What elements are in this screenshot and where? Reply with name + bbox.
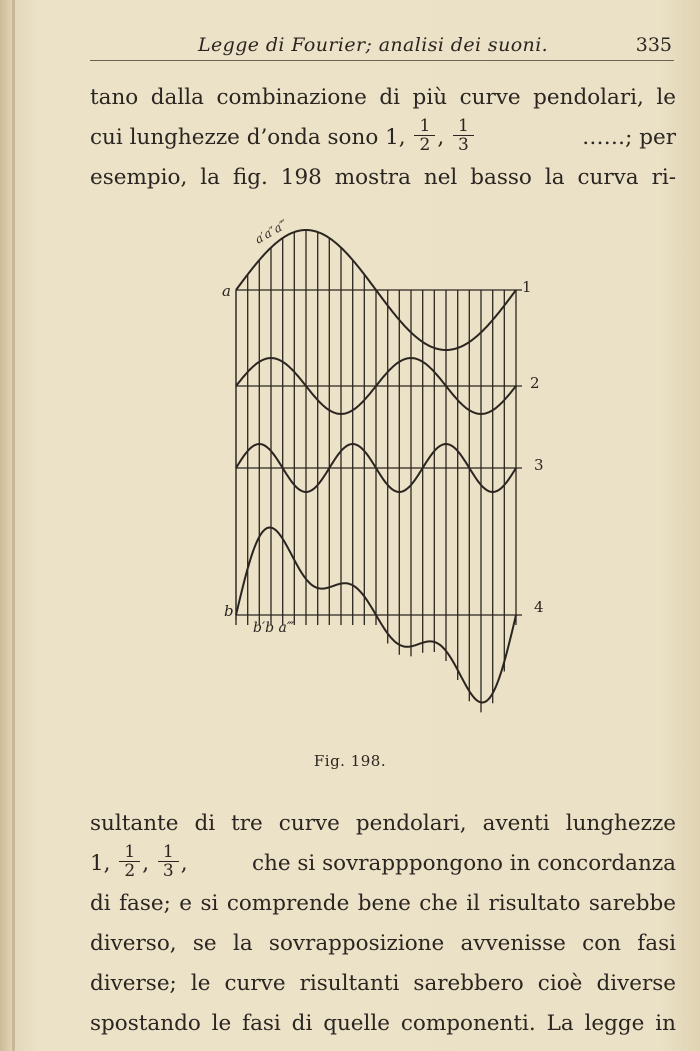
horizontal-axes [236, 290, 522, 620]
point-label-b: b [224, 602, 234, 620]
text-fragment: ……; per [582, 125, 676, 150]
fraction-denominator: 3 [162, 860, 174, 881]
point-label-top: a′a″a‴ [252, 217, 290, 247]
point-label-bottom: b′b a‴ [253, 620, 295, 636]
curve-label-3: 3 [534, 456, 544, 474]
text-line: spostando le fasi di quelle componenti. La legge in [90, 1011, 676, 1036]
vertical-guide-lines [236, 230, 516, 712]
text-fragment: 1, [90, 851, 111, 876]
text-fragment: che si sovrapppongono in concordanza [251, 851, 676, 876]
fraction-numerator: 1 [119, 843, 140, 862]
figure-caption: Fig. 198. [313, 752, 387, 770]
text-line: di fase; e si comprende bene che il risultato sarebbe [90, 891, 676, 916]
text-line-with-fractions: 1, $\frac{1}{2}$ , $\frac{1}{3}$ , che si sovrapppongono in concordanza [90, 844, 676, 884]
running-title: Legge di Fourier; analisi dei suoni. [198, 34, 549, 56]
text-line: sultante di tre curve pendolari, aventi lunghezze [90, 811, 676, 836]
text-line-with-fractions: cui lunghezze d’onda sono 1, $\frac{1}{2}$ , $\frac{1}{3}$ ……; per [90, 118, 676, 158]
fraction-numerator: 1 [414, 117, 435, 136]
fraction-denominator: 2 [124, 860, 136, 881]
top-paragraph [90, 78, 676, 198]
running-header [90, 30, 674, 61]
fraction-denominator: 3 [457, 134, 469, 155]
fraction-one-half [119, 843, 140, 880]
fraction-one-third [158, 843, 179, 880]
figure-198-curves [200, 210, 560, 740]
page-number: 335 [635, 34, 672, 56]
fraction-one-third [453, 117, 474, 154]
point-label-a: a [222, 282, 231, 300]
text-line: diverse; le curve risultanti sarebbero cioè diverse [90, 971, 676, 996]
fraction-numerator: 1 [453, 117, 474, 136]
figure-labels [222, 217, 544, 636]
curve-label-4: 4 [534, 598, 544, 616]
text-fragment: cui lunghezze d’onda sono 1, [90, 125, 406, 150]
curve-label-2: 2 [530, 374, 540, 392]
fraction-one-half [414, 117, 435, 154]
text-line: diverso, se la sovrapposizione avvenisse con fasi [90, 931, 676, 956]
fraction-numerator: 1 [158, 843, 179, 862]
page-spine-shadow [12, 0, 15, 1051]
text-line: tano dalla combinazione di più curve pendolari, le [90, 85, 676, 110]
curve-label-1: 1 [522, 278, 532, 296]
fraction-denominator: 2 [419, 134, 431, 155]
bottom-paragraph [90, 804, 676, 1044]
text-line: esempio, la fig. 198 mostra nel basso la curva ri- [90, 165, 676, 190]
